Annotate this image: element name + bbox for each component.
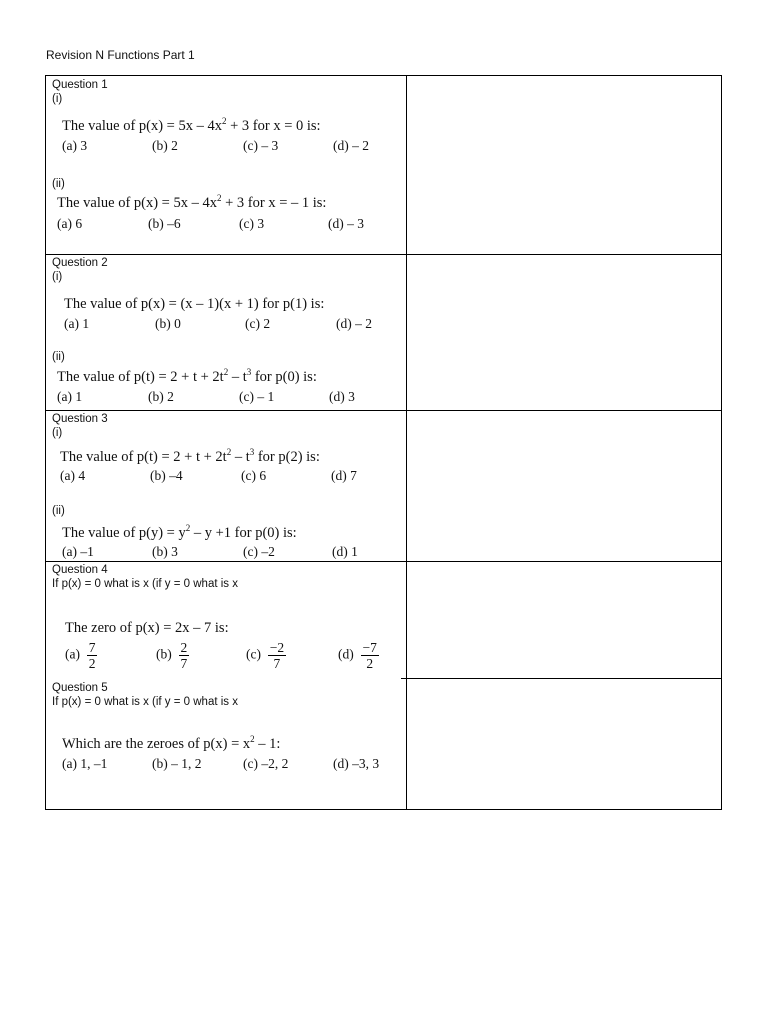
option-a: (a) $\frac{7}{2}$ bbox=[65, 640, 96, 671]
column-divider bbox=[406, 76, 407, 809]
question-5-cell bbox=[52, 681, 402, 809]
option-b: (b) –6 bbox=[148, 216, 181, 231]
option-c: (c) – 3 bbox=[243, 138, 279, 153]
option-c: (c) – 1 bbox=[239, 389, 275, 404]
option-b: (b) 3 bbox=[152, 544, 178, 559]
option-a: (a) 6 bbox=[57, 216, 83, 231]
option-d: (d) –3, 3 bbox=[333, 756, 380, 771]
question-1-ii-stem: The value of $p(x) = 5x - 4x^2 + 3$ for x = – 1 is: bbox=[57, 193, 327, 211]
option-d: (d) 7 bbox=[331, 468, 357, 483]
option-c: (c) –2 bbox=[243, 544, 275, 559]
worksheet-table bbox=[45, 75, 722, 810]
option-b: (b) $\frac{2}{7}$ bbox=[156, 640, 188, 671]
option-d: (d) 1 bbox=[332, 544, 358, 559]
document-title: Revision N Functions Part 1 bbox=[46, 48, 195, 62]
row-divider bbox=[401, 678, 721, 679]
option-c: (c) 3 bbox=[239, 216, 265, 231]
option-d: (d) $\frac{-7}{2}$ bbox=[338, 640, 377, 671]
part-label: (i) bbox=[52, 427, 63, 439]
question-4-hint: If p(x) = 0 what is x (if y = 0 what is x bbox=[52, 578, 238, 590]
question-1-i-stem: The value of $p(x) = 5x - 4x^2 + 3$ for x = 0 is: bbox=[62, 116, 321, 134]
option-b: (b) 0 bbox=[155, 316, 181, 331]
option-a: (a) 4 bbox=[60, 468, 86, 483]
option-c: (c) 2 bbox=[245, 316, 271, 331]
question-4-stem: The zero of p(x) = 2x – 7 is: bbox=[65, 620, 229, 636]
question-2-i-stem: The value of p(x) = (x – 1)(x + 1) for p(1) is: bbox=[64, 296, 325, 312]
question-4-label: Question 4 bbox=[52, 564, 108, 576]
option-b: (b) 2 bbox=[152, 138, 178, 153]
part-label: (ii) bbox=[52, 351, 65, 363]
option-b: (b) – 1, 2 bbox=[152, 756, 202, 771]
option-d: (d) – 2 bbox=[333, 138, 369, 153]
question-5-label: Question 5 bbox=[52, 682, 108, 694]
row-divider bbox=[46, 561, 721, 562]
question-1-cell bbox=[52, 78, 402, 254]
question-3-i-stem: The value of $p(t) = 2 + t + 2t^2 - t^3$ for p(2) is: bbox=[60, 447, 320, 465]
question-4-cell bbox=[52, 563, 402, 678]
part-label: (ii) bbox=[52, 178, 65, 190]
option-d: (d) 3 bbox=[329, 389, 355, 404]
question-5-stem: Which are the zeroes of $p(x) = x^2 - 1$: bbox=[62, 734, 281, 752]
option-a: (a) 1, –1 bbox=[62, 756, 108, 771]
part-label: (ii) bbox=[52, 505, 65, 517]
question-1-label: Question 1 bbox=[52, 79, 108, 91]
option-a: (a) 3 bbox=[62, 138, 88, 153]
option-d: (d) – 3 bbox=[328, 216, 364, 231]
question-2-ii-stem: The value of $p(t) = 2 + t + 2t^2 - t^3$ for p(0) is: bbox=[57, 367, 317, 385]
option-c: (c) $\frac{-2}{7}$ bbox=[246, 640, 285, 671]
question-2-label: Question 2 bbox=[52, 257, 108, 269]
option-a: (a) 1 bbox=[64, 316, 90, 331]
row-divider bbox=[46, 254, 721, 255]
part-label: (i) bbox=[52, 93, 63, 105]
option-a: (a) 1 bbox=[57, 389, 83, 404]
part-label: (i) bbox=[52, 271, 63, 283]
question-5-hint: If p(x) = 0 what is x (if y = 0 what is x bbox=[52, 696, 238, 708]
option-b: (b) –4 bbox=[150, 468, 183, 483]
row-divider bbox=[46, 410, 721, 411]
option-a: (a) –1 bbox=[62, 544, 94, 559]
question-3-cell bbox=[52, 412, 402, 560]
question-3-label: Question 3 bbox=[52, 413, 108, 425]
option-c: (c) 6 bbox=[241, 468, 267, 483]
question-2-cell bbox=[52, 256, 402, 410]
question-3-ii-stem: The value of $p(y) = y^2 - y +1$ for p(0) is: bbox=[62, 523, 297, 541]
option-b: (b) 2 bbox=[148, 389, 174, 404]
option-d: (d) – 2 bbox=[336, 316, 372, 331]
option-c: (c) –2, 2 bbox=[243, 756, 289, 771]
